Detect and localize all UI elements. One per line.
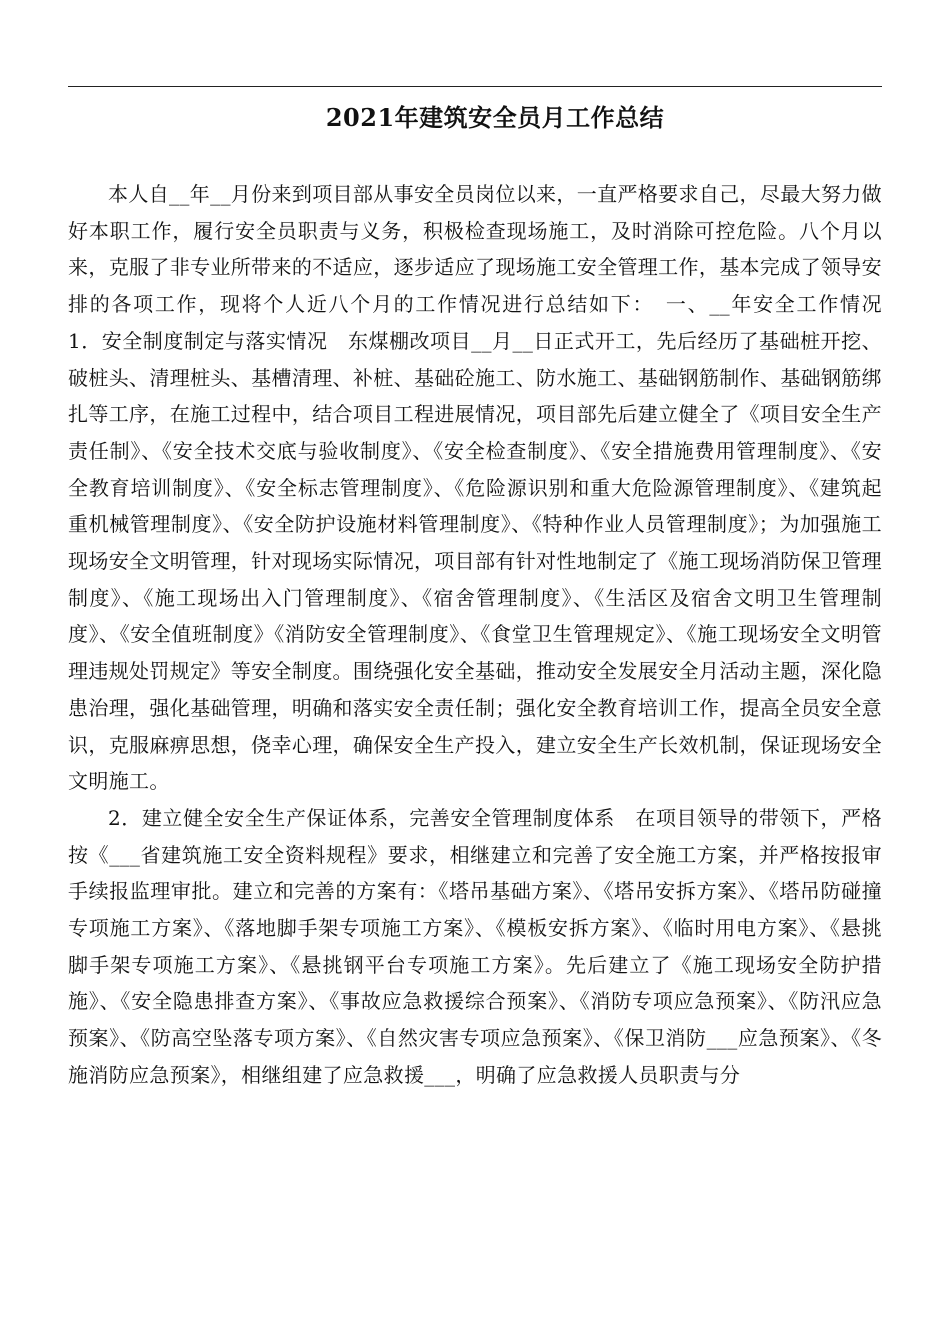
paragraph-1: 本人自__年__月份来到项目部从事安全员岗位以来，一直严格要求自己，尽最大努力做好本职工作，履行安全员职责与义务，积极检查现场施工，及时消除可控危险。八个月以来，克服了非专业所带来的不适应，逐步适应了现场施工安全管理工作，基本完成了领导安排的各项工作，现将个人近八个月的工作情况进行总结如下： 一、__年安全工作情况 1．安全制度制定与落实情况 东煤棚改项目__月__日正式开工，先后经历了基础桩开挖、破桩头、清理桩头、基槽清理、补桩、基础砼施工、防水施工、基础钢筋制作、基础钢筋绑扎等工序，在施工过程中，结合项目工程进展情况，项目部先后建立健全了《项目安全生产责任制》、《安全技术交底与验收制度》、《安全检查制度》、《安全措施费用管理制度》、《安全教育培训制度》、《安全标志管理制度》、《危险源识别和重大危险源管理制度》、《建筑起重机械管理制度》、《安全防护设施材料管理制度》、《特种作业人员管理制度》；为加强施工现场安全文明管理，针对现场实际情况，项目部有针对性地制定了《施工现场消防保卫管理制度》、《施工现场出入门管理制度》、《宿舍管理制度》、《生活区及宿舍文明卫生管理制度》、《安全值班制度》《消防安全管理制度》、《食堂卫生管理规定》、《施工现场安全文明管理违规处罚规定》等安全制度。围绕强化安全基础，推动安全发展安全月活动主题，深化隐患治理，强化基础管理，明确和落实安全责任制；强化安全教育培训工作，提高全员安全意识，克服麻痹思想，侥幸心理，确保安全生产投入，建立安全生产长效机制，保证现场安全文明施工。 <box>68 182 903 794</box>
paragraph-2: 2．建立健全安全生产保证体系，完善安全管理制度体系 在项目领导的带领下，严格按《___省建筑施工安全资料规程》要求，相继建立和完善了安全施工方案，并严格按报审手续报监理审批。建立和完善的方案有：《塔吊基础方案》、《塔吊安拆方案》、《塔吊防碰撞专项施工方案》、《落地脚手架专项施工方案》、《模板安拆方案》、《临时用电方案》、《悬挑脚手架专项施工方案》、《悬挑钢平台专项施工方案》。先后建立了《施工现场安全防护措施》、《安全隐患排查方案》、《事故应急救援综合预案》、《消防专项应急预案》、《防汛应急预案》、《防高空坠落专项方案》、《自然灾害专项应急预案》、《保卫消防___应急预案》、《冬施消防应急预案》，相继组建了应急救援___，明确了应急救援人员职责与分 <box>68 805 882 1087</box>
document-title: 2021年建筑安全员月工作总结 <box>325 103 665 132</box>
document-body <box>68 176 903 1094</box>
header-rule <box>68 86 882 87</box>
